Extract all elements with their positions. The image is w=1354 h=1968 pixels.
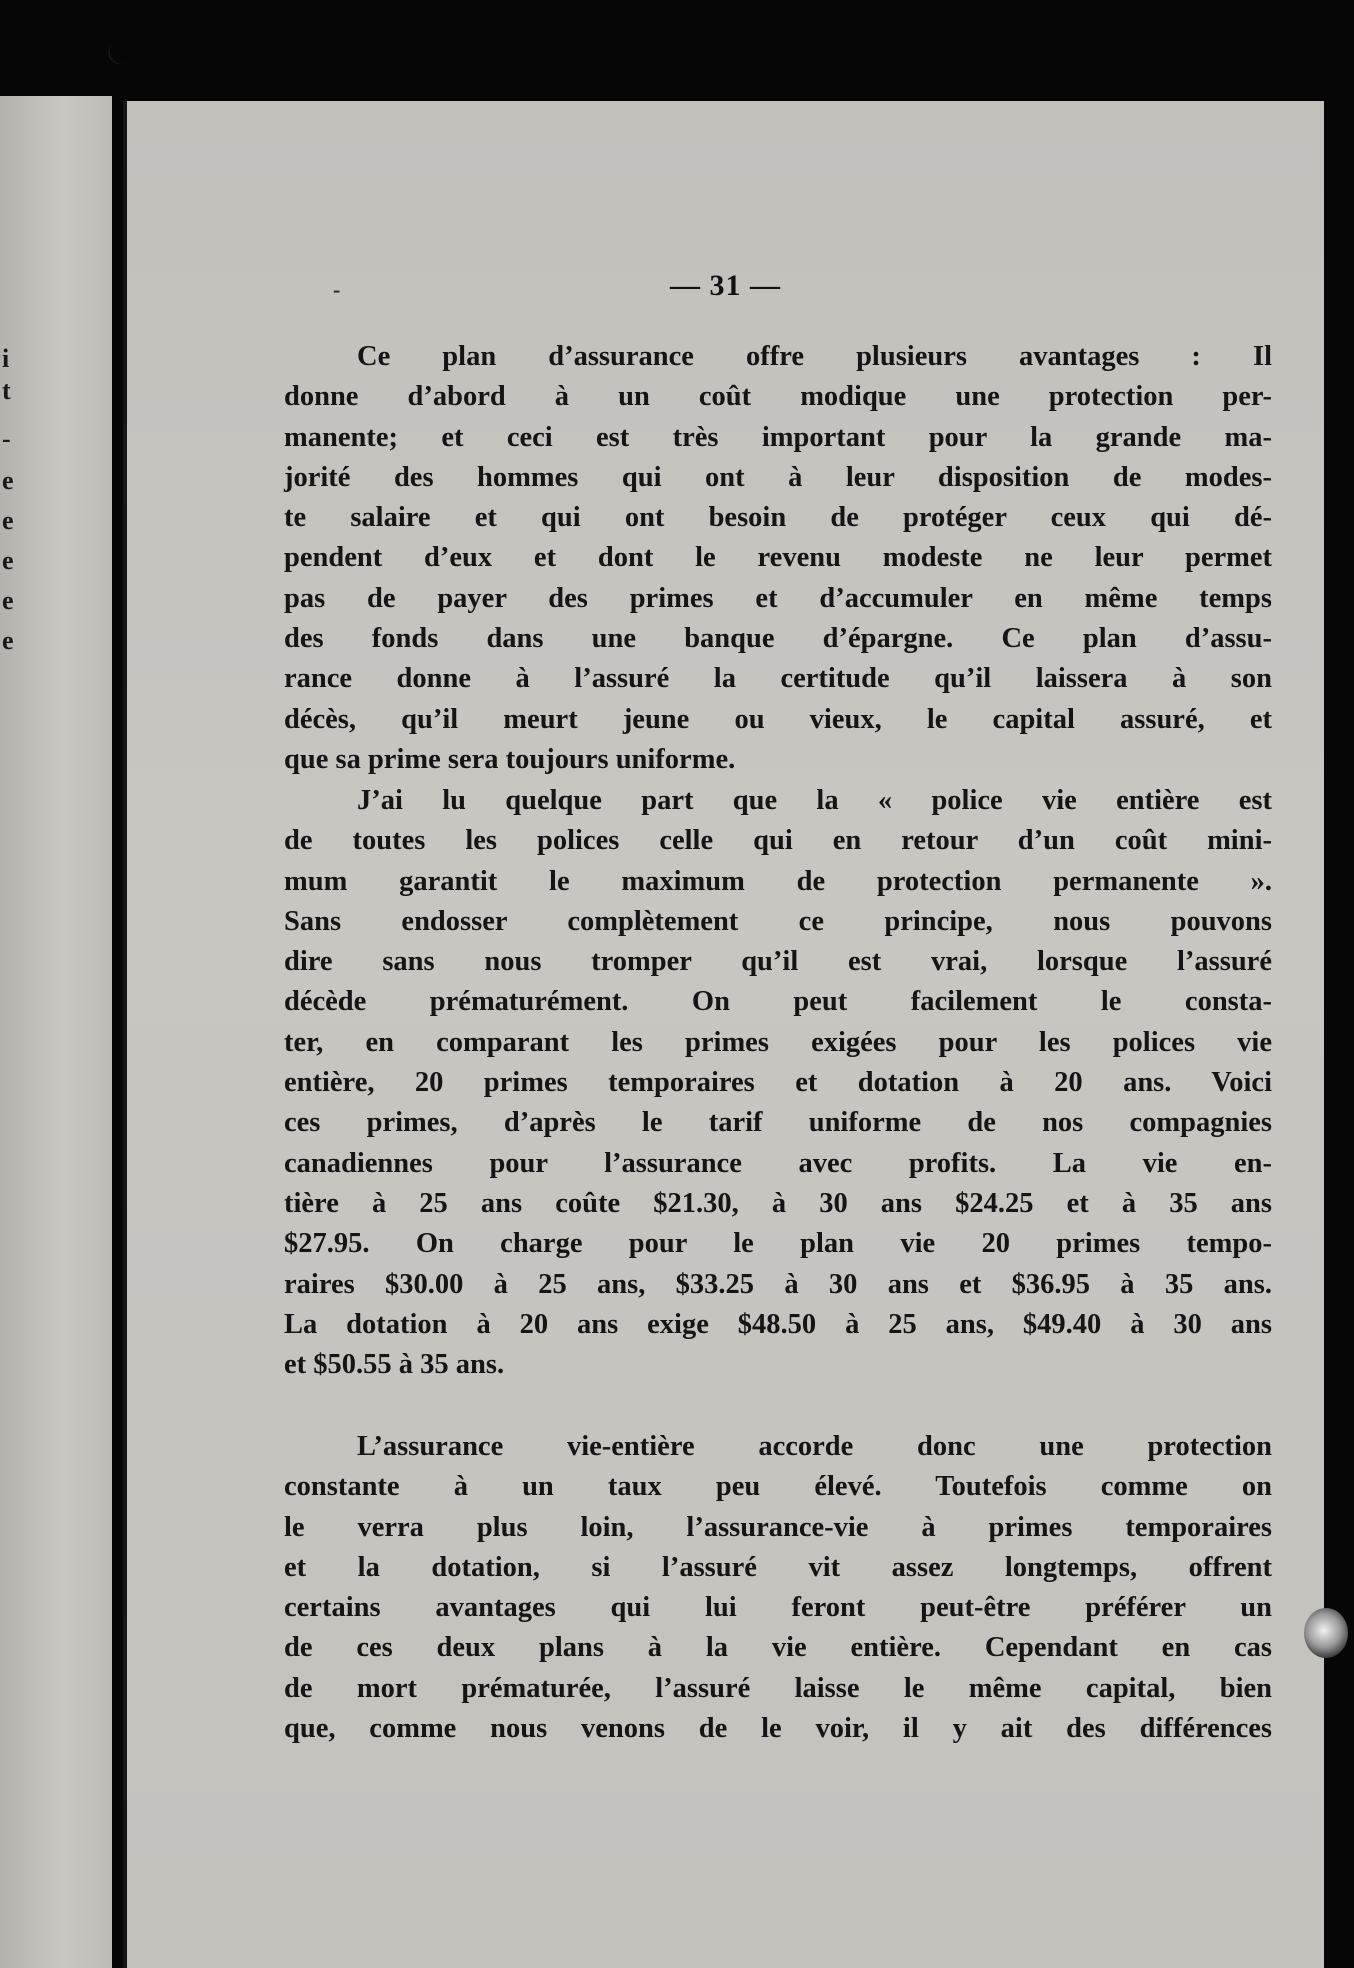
- text-line: te salaire et qui ont besoin de protéger ceux qui dé-: [284, 502, 1272, 534]
- text-line: pas de payer des primes et d’accumuler en même temps: [284, 582, 1272, 614]
- text-line: dire sans nous tromper qu’il est vrai, lorsque l’assuré: [284, 946, 1272, 978]
- text-line: raires $30.00 à 25 ans, $33.25 à 30 ans et $36.95 à 35 ans.: [284, 1268, 1272, 1300]
- text-line: des fonds dans une banque d’épargne. Ce plan d’assu-: [284, 623, 1272, 655]
- text-line: canadiennes pour l’assurance avec profits. La vie en-: [284, 1147, 1272, 1179]
- page-mark: -: [333, 277, 341, 302]
- book-page: [123, 101, 1324, 1968]
- scan-stain: [1304, 1608, 1348, 1658]
- text-line: manente; et ceci est très important pour la grande ma-: [284, 421, 1272, 453]
- text-line: et la dotation, si l’assuré vit assez longtemps, offrent: [284, 1551, 1272, 1583]
- text-line: que, comme nous venons de le voir, il y ait des différences: [284, 1713, 1272, 1745]
- text-line: décès, qu’il meurt jeune ou vieux, le capital assuré, et: [284, 703, 1272, 735]
- text-line: La dotation à 20 ans exige $48.50 à 25 ans, $49.40 à 30 ans: [284, 1308, 1272, 1340]
- page-number: — 31 —: [670, 269, 781, 302]
- text-line: J’ai lu quelque part que la « police vie entière est: [357, 785, 1272, 816]
- text-line: de toutes les polices celle qui en retour d’un coût mini-: [284, 825, 1272, 857]
- text-line: Ce plan d’assurance offre plusieurs avantages : Il: [357, 341, 1272, 372]
- text-line: certains avantages qui lui feront peut-être préférer un: [284, 1592, 1272, 1624]
- text-line: de mort prématurée, l’assuré laisse le même capital, bien: [284, 1672, 1272, 1704]
- text-line: ces primes, d’après le tarif uniforme de nos compagnies: [284, 1107, 1272, 1139]
- left-page-fragment: i: [2, 344, 10, 373]
- text-line: que sa prime sera toujours uniforme.: [284, 743, 736, 775]
- left-facing-page: [0, 96, 112, 1968]
- text-line: décède prématurément. On peut facilement le consta-: [284, 986, 1272, 1018]
- text-line: et $50.55 à 35 ans.: [284, 1349, 505, 1381]
- paragraph: [284, 781, 1272, 1385]
- text-line: jorité des hommes qui ont à leur disposition de modes-: [284, 461, 1272, 493]
- text-line: entière, 20 primes temporaires et dotation à 20 ans. Voici: [284, 1067, 1272, 1099]
- left-page-fragment: e: [2, 466, 14, 495]
- scan-mark: [104, 35, 139, 69]
- text-line: donne d’abord à un coût modique une protection per-: [284, 381, 1272, 413]
- text-line: mum garantit le maximum de protection permanente ».: [284, 865, 1272, 897]
- left-page-fragment: e: [2, 506, 14, 535]
- text-line: ter, en comparant les primes exigées pour les polices vie: [284, 1026, 1272, 1058]
- left-page-fragment: e: [2, 546, 14, 575]
- text-line: L’assurance vie-entière accorde donc une protection: [357, 1431, 1272, 1462]
- text-line: de ces deux plans à la vie entière. Cependant en cas: [284, 1632, 1272, 1664]
- text-line: tière à 25 ans coûte $21.30, à 30 ans $24.25 et à 35 ans: [284, 1187, 1272, 1219]
- left-page-fragment: e: [2, 586, 14, 615]
- text-line: rance donne à l’assuré la certitude qu’il laissera à son: [284, 663, 1272, 695]
- paragraph: [284, 337, 1272, 780]
- text-line: le verra plus loin, l’assurance-vie à primes temporaires: [284, 1511, 1272, 1543]
- text-line: $27.95. On charge pour le plan vie 20 primes tempo-: [284, 1228, 1272, 1260]
- left-page-fragment: e: [2, 626, 14, 655]
- paragraph: [284, 1427, 1272, 1749]
- text-line: Sans endosser complètement ce principe, nous pouvons: [284, 905, 1272, 937]
- left-page-fragment: -: [2, 424, 11, 453]
- text-line: constante à un taux peu élevé. Toutefois comme on: [284, 1471, 1272, 1503]
- text-line: pendent d’eux et dont le revenu modeste ne leur permet: [284, 542, 1272, 574]
- left-page-fragment: t: [2, 376, 11, 405]
